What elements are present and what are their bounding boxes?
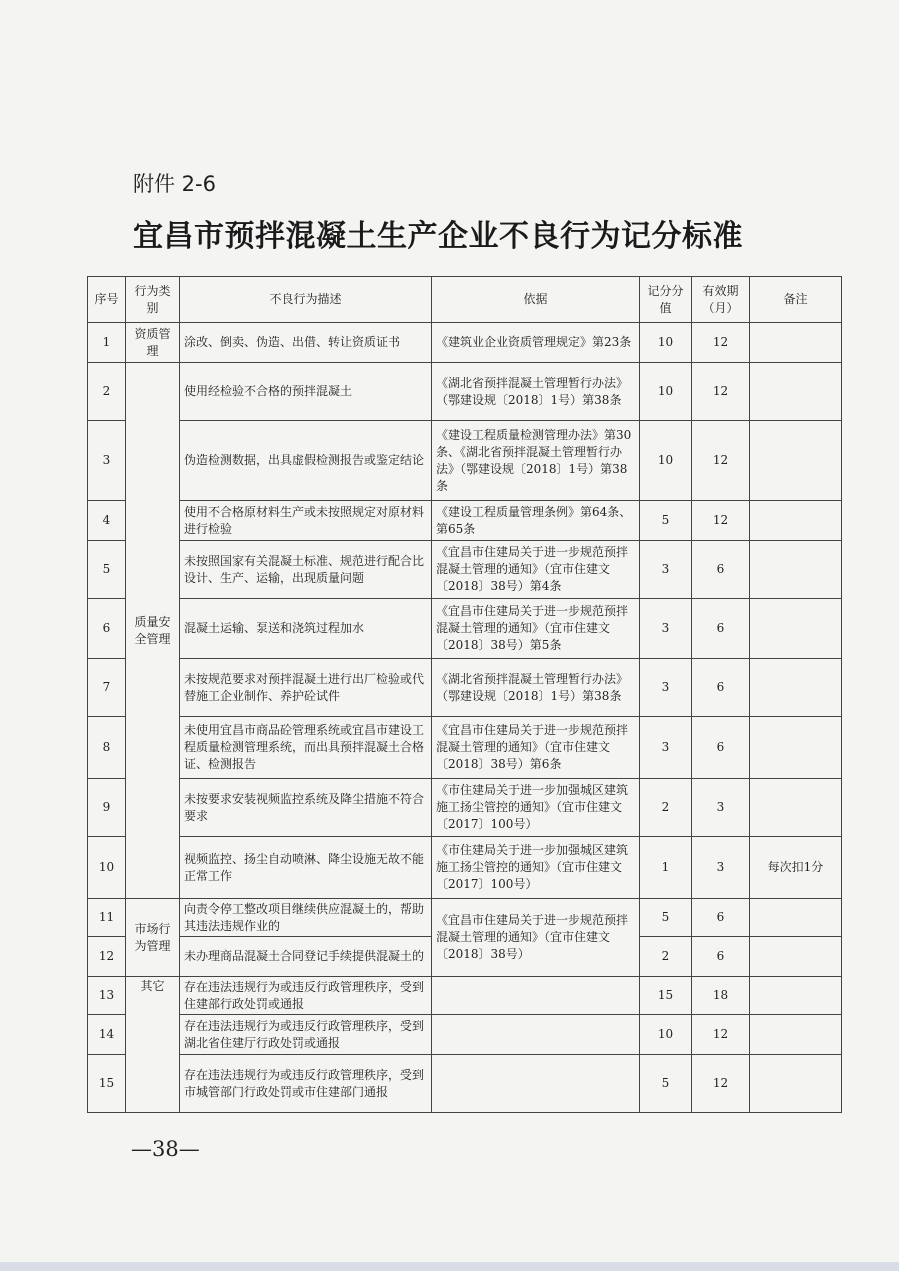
row-description: 未按照国家有关混凝土标准、规范进行配合比设计、生产、运输，出现质量问题: [180, 541, 432, 599]
header-basis: 依据: [432, 277, 640, 323]
category-cell: 资质管理: [126, 323, 180, 363]
row-basis: 《宜昌市住建局关于进一步规范预拌混凝土管理的通知》（宜市住建文〔2018〕38号）第6条: [432, 717, 640, 779]
row-description: 未办理商品混凝土合同登记手续提供混凝土的: [180, 937, 432, 977]
row-description: 涂改、倒卖、伪造、出借、转让资质证书: [180, 323, 432, 363]
row-score: 5: [640, 899, 692, 937]
row-no: 2: [88, 363, 126, 421]
row-validity: 12: [692, 1055, 750, 1113]
row-basis: 《建筑业企业资质管理规定》第23条: [432, 323, 640, 363]
row-remark: [750, 421, 842, 501]
row-description: 混凝土运输、泵送和浇筑过程加水: [180, 599, 432, 659]
table-row: [88, 779, 842, 837]
row-no: 14: [88, 1015, 126, 1055]
row-score: 10: [640, 421, 692, 501]
row-score: 2: [640, 937, 692, 977]
category-cell: 质量安全管理: [126, 363, 180, 899]
row-description: 存在违法违规行为或违反行政管理秩序，受到湖北省住建厅行政处罚或通报: [180, 1015, 432, 1055]
row-description: 视频监控、扬尘自动喷淋、降尘设施无故不能正常工作: [180, 837, 432, 899]
row-score: 3: [640, 541, 692, 599]
header-no: 序号: [88, 277, 126, 323]
table-row: [88, 977, 842, 1015]
row-no: 15: [88, 1055, 126, 1113]
table-row: [88, 599, 842, 659]
row-remark: [750, 779, 842, 837]
row-no: 8: [88, 717, 126, 779]
scan-edge: [0, 1262, 899, 1271]
row-validity: 18: [692, 977, 750, 1015]
row-no: 9: [88, 779, 126, 837]
row-no: 11: [88, 899, 126, 937]
row-basis: 《建设工程质量管理条例》第64条、第65条: [432, 501, 640, 541]
table-row: [88, 659, 842, 717]
row-remark: [750, 899, 842, 937]
row-score: 10: [640, 363, 692, 421]
row-validity: 6: [692, 937, 750, 977]
table-row: [88, 899, 842, 937]
header-description: 不良行为描述: [180, 277, 432, 323]
table-row: [88, 1055, 842, 1113]
row-validity: 6: [692, 541, 750, 599]
row-score: 3: [640, 599, 692, 659]
row-score: 10: [640, 1015, 692, 1055]
row-no: 3: [88, 421, 126, 501]
row-validity: 3: [692, 779, 750, 837]
row-validity: 3: [692, 837, 750, 899]
row-basis: 《市住建局关于进一步加强城区建筑施工扬尘管控的通知》（宜市住建文〔2017〕100号）: [432, 837, 640, 899]
row-remark: 每次扣1分: [750, 837, 842, 899]
table-row: [88, 717, 842, 779]
row-remark: [750, 717, 842, 779]
row-score: 1: [640, 837, 692, 899]
table-row: [88, 501, 842, 541]
row-basis: [432, 1015, 640, 1055]
table-header-row: [88, 277, 842, 323]
row-description: 未使用宜昌市商品砼管理系统或宜昌市建设工程质量检测管理系统，而出具预拌混凝土合格证、检测报告: [180, 717, 432, 779]
row-description: 使用经检验不合格的预拌混凝土: [180, 363, 432, 421]
category-cell: 其它: [126, 977, 180, 1113]
row-score: 5: [640, 501, 692, 541]
row-validity: 12: [692, 501, 750, 541]
row-validity: 12: [692, 1015, 750, 1055]
row-description: 存在违法违规行为或违反行政管理秩序，受到住建部行政处罚或通报: [180, 977, 432, 1015]
category-cell: 市场行为管理: [126, 899, 180, 977]
header-category: 行为类别: [126, 277, 180, 323]
page-title: 宜昌市预拌混凝土生产企业不良行为记分标准: [133, 219, 743, 254]
row-remark: [750, 1015, 842, 1055]
page-number: —38—: [131, 1137, 200, 1161]
row-validity: 12: [692, 323, 750, 363]
row-description: 使用不合格原材料生产或未按照规定对原材料进行检验: [180, 501, 432, 541]
header-score: 记分分值: [640, 277, 692, 323]
row-description: 伪造检测数据，出具虚假检测报告或鉴定结论: [180, 421, 432, 501]
row-validity: 6: [692, 717, 750, 779]
row-description: 未按要求安装视频监控系统及降尘措施不符合要求: [180, 779, 432, 837]
table-row: [88, 837, 842, 899]
row-remark: [750, 599, 842, 659]
row-remark: [750, 501, 842, 541]
row-score: 2: [640, 779, 692, 837]
scoring-standard-table: [87, 276, 842, 1113]
row-description: 向责令停工整改项目继续供应混凝土的，帮助其违法违规作业的: [180, 899, 432, 937]
row-description: 存在违法违规行为或违反行政管理秩序，受到市城管部门行政处罚或市住建部门通报: [180, 1055, 432, 1113]
table-row: [88, 363, 842, 421]
row-no: 13: [88, 977, 126, 1015]
row-basis: 《建设工程质量检测管理办法》第30条、《湖北省预拌混凝土管理暂行办法》（鄂建设规〔2018〕1号）第38条: [432, 421, 640, 501]
table-row: [88, 323, 842, 363]
row-validity: 6: [692, 899, 750, 937]
row-score: 3: [640, 659, 692, 717]
row-basis: [432, 977, 640, 1015]
row-no: 10: [88, 837, 126, 899]
row-basis: [432, 1055, 640, 1113]
row-basis: 《宜昌市住建局关于进一步规范预拌混凝土管理的通知》（宜市住建文〔2018〕38号）第4条: [432, 541, 640, 599]
header-remark: 备注: [750, 277, 842, 323]
row-remark: [750, 541, 842, 599]
row-remark: [750, 977, 842, 1015]
row-no: 7: [88, 659, 126, 717]
table-row: [88, 421, 842, 501]
row-basis: 《市住建局关于进一步加强城区建筑施工扬尘管控的通知》（宜市住建文〔2017〕100号）: [432, 779, 640, 837]
table-row: [88, 1015, 842, 1055]
row-basis: 《宜昌市住建局关于进一步规范预拌混凝土管理的通知》（宜市住建文〔2018〕38号）第5条: [432, 599, 640, 659]
row-validity: 12: [692, 421, 750, 501]
table-row: [88, 541, 842, 599]
header-validity: 有效期（月）: [692, 277, 750, 323]
row-score: 3: [640, 717, 692, 779]
row-remark: [750, 659, 842, 717]
row-description: 未按规范要求对预拌混凝土进行出厂检验或代替施工企业制作、养护砼试件: [180, 659, 432, 717]
attachment-label: 附件 2-6: [133, 172, 216, 196]
row-remark: [750, 1055, 842, 1113]
row-remark: [750, 363, 842, 421]
row-validity: 6: [692, 599, 750, 659]
row-remark: [750, 937, 842, 977]
row-basis: 《宜昌市住建局关于进一步规范预拌混凝土管理的通知》（宜市住建文〔2018〕38号）: [432, 899, 640, 977]
row-no: 6: [88, 599, 126, 659]
row-no: 5: [88, 541, 126, 599]
row-validity: 12: [692, 363, 750, 421]
row-remark: [750, 323, 842, 363]
row-validity: 6: [692, 659, 750, 717]
row-basis: 《湖北省预拌混凝土管理暂行办法》（鄂建设规〔2018〕1号）第38条: [432, 363, 640, 421]
row-basis: 《湖北省预拌混凝土管理暂行办法》（鄂建设规〔2018〕1号）第38条: [432, 659, 640, 717]
row-no: 12: [88, 937, 126, 977]
row-score: 10: [640, 323, 692, 363]
row-no: 1: [88, 323, 126, 363]
row-score: 5: [640, 1055, 692, 1113]
row-score: 15: [640, 977, 692, 1015]
row-no: 4: [88, 501, 126, 541]
